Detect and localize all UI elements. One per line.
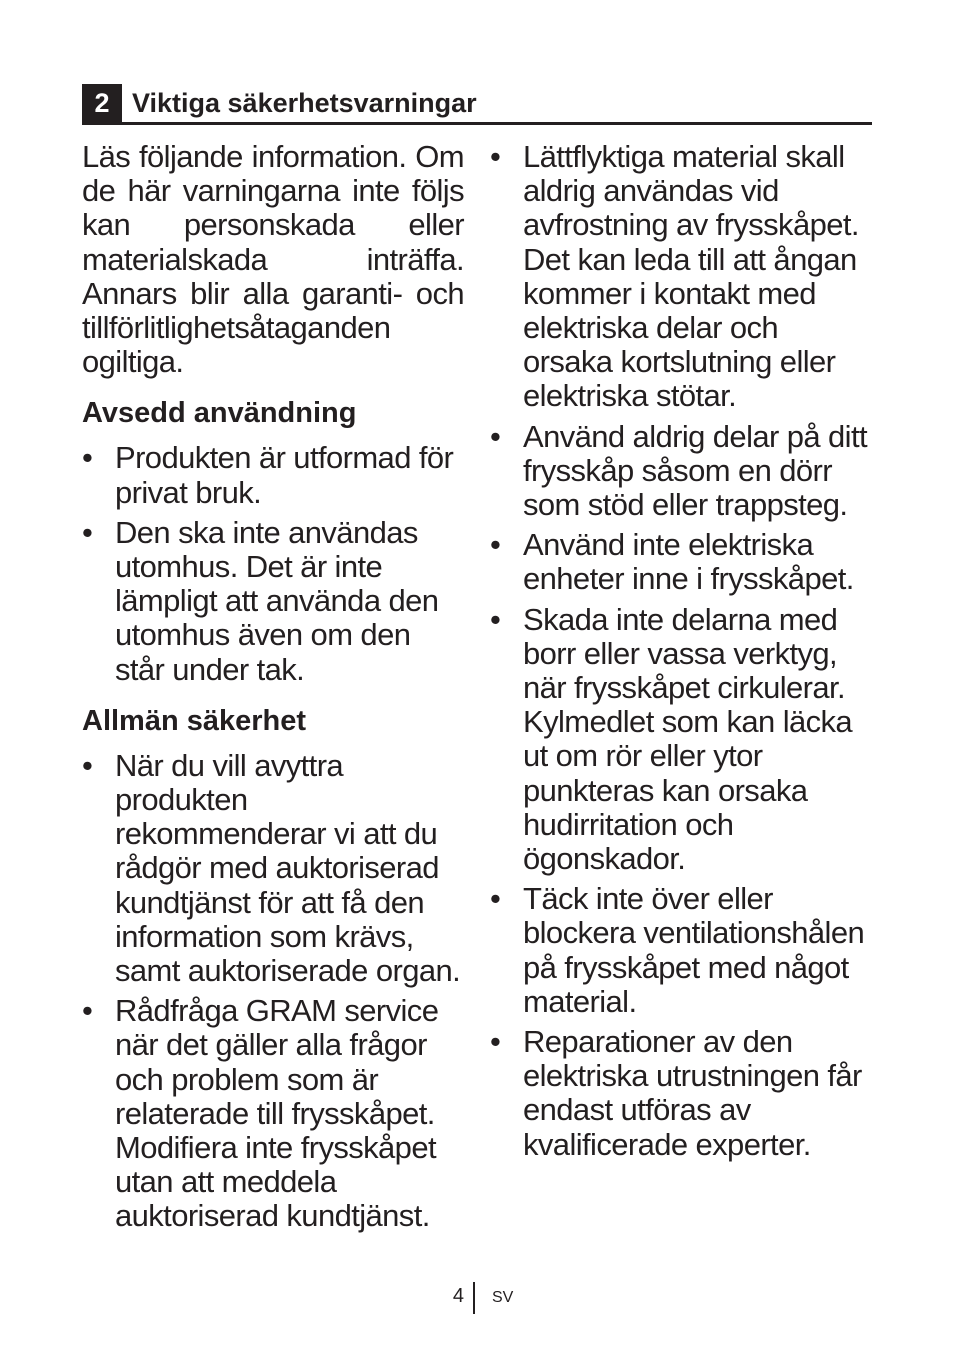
language-code: SV [492, 1289, 514, 1306]
bullet-icon: • [490, 418, 501, 454]
intro-paragraph: Läs följande information. Om de här varningarna inte följs kan personskada eller materialskada inträffa. Annars blir alla garanti- och tillförlitlighetsåtaganden ogiltiga. [82, 139, 464, 380]
list-item [490, 140, 874, 414]
list-item-text: Lättflyktiga material skall aldrig användas vid avfrostning av frysskåpet. Det kan leda till att ångan kommer i kontakt med elektriska delar och orsaka kortslutning eller elektriska stötar. [523, 139, 859, 414]
list-item [82, 516, 464, 687]
right-column [490, 140, 874, 1168]
list-item-text: Rådfråga GRAM service när det gäller alla frågor och problem som är relaterade till frysskåpet. Modifiera inte frysskåpet utan att meddela auktoriserad kundtjänst. [115, 993, 439, 1234]
list-item [490, 420, 874, 523]
bullet-icon: • [490, 527, 501, 563]
bullet-icon: • [82, 440, 93, 476]
list-item [82, 994, 464, 1233]
left-column [82, 140, 464, 1240]
list-item-text: Produkten är utformad för privat bruk. [115, 440, 454, 510]
heading-intended-use: Avsedd användning [82, 397, 357, 430]
list-item [82, 749, 464, 988]
bullet-icon: • [82, 993, 93, 1029]
general-safety-list [82, 749, 464, 1234]
list-item-text: Skada inte delarna med borr eller vassa verktyg, när frysskåpet cirkulerar. Kylmedlet som kan läcka ut om rör eller ytor punkteras kan orsaka hudirritation och ögonskador. [523, 601, 853, 877]
list-item [490, 882, 874, 1019]
list-item-text: Använd inte elektriska enheter inne i frysskåpet. [523, 527, 854, 597]
bullet-icon: • [490, 139, 501, 174]
bullet-icon: • [82, 514, 93, 550]
list-item-text: Täck inte över eller blockera ventilationshålen på frysskåpet med något material. [523, 881, 865, 1019]
bullet-icon: • [490, 881, 501, 917]
bullet-icon: • [490, 601, 501, 637]
list-item-text: Använd aldrig delar på ditt frysskåp såsom en dörr som stöd eller trappsteg. [523, 418, 867, 523]
page-number: 4 [452, 1285, 464, 1307]
section-title: Viktiga säkerhetsvarningar [132, 88, 477, 118]
list-item [490, 603, 874, 877]
list-item [490, 1025, 874, 1162]
list-item-text: Reparationer av den elektriska utrustningen får endast utföras av kvalificerade experter. [523, 1024, 862, 1162]
list-item [82, 441, 464, 509]
list-item [490, 528, 874, 596]
intended-use-list [82, 441, 464, 686]
page-footer [0, 1282, 954, 1316]
safety-warnings-list [490, 140, 874, 1162]
section-header [82, 84, 872, 125]
bullet-icon: • [490, 1024, 501, 1060]
heading-general-safety: Allmän säkerhet [82, 704, 307, 737]
bullet-icon: • [82, 747, 93, 783]
footer-divider [473, 1282, 475, 1314]
list-item-text: När du vill avyttra produkten rekommenderar vi att du rådgör med auktoriserad kundtjänst för att få den information som krävs, samt auktoriserade organ. [115, 747, 461, 989]
list-item-text: Den ska inte användas utomhus. Det är inte lämpligt att använda den utomhus även om den står under tak. [115, 514, 439, 687]
section-number-badge: 2 [82, 84, 122, 122]
